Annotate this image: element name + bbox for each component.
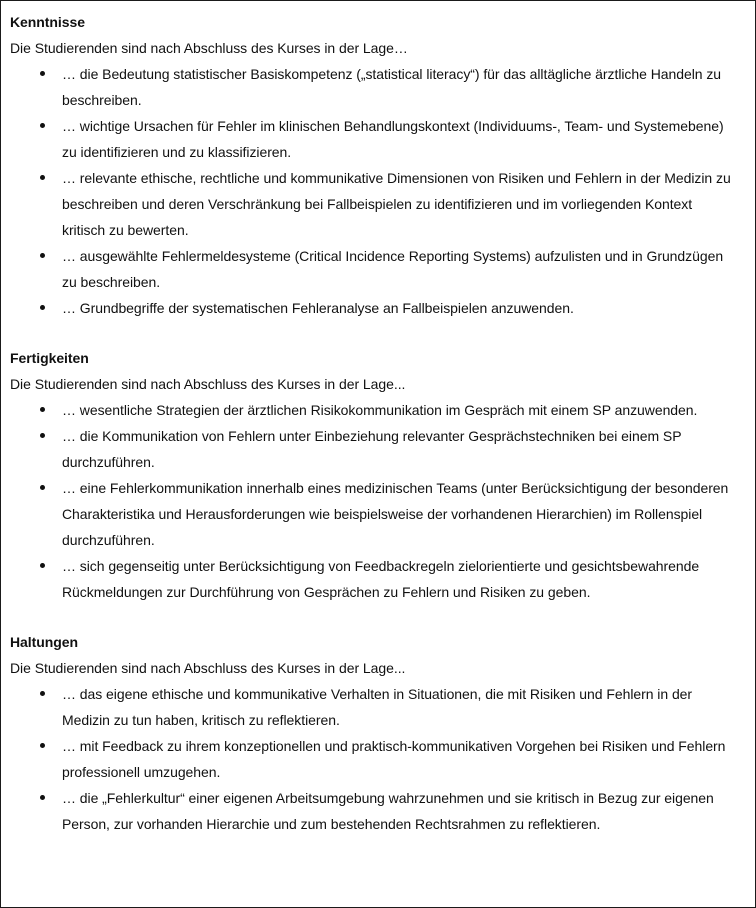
list-item (10, 113, 747, 165)
list-item-text: … die Bedeutung statistischer Basiskompetenz („statistical literacy“) für das alltägliche ärztliche Handeln zu beschreiben. (62, 66, 722, 108)
section-title: Haltungen (10, 634, 78, 650)
list-item-text: … die „Fehlerkultur“ einer eigenen Arbeitsumgebung wahrzunehmen und sie kritisch in Bezug zur eigenen Person, zur vorhanden Hierarchie und zum bestehenden Rechtsrahmen zu reflektieren. (62, 790, 714, 832)
list-item (10, 785, 747, 837)
list-item-text: … wichtige Ursachen für Fehler im klinischen Behandlungskontext (Individuums-, Team- und Systemebene) zu identifizieren und zu klassifizieren. (62, 118, 724, 160)
list-item (10, 553, 747, 605)
list-item (10, 243, 747, 295)
list-item (10, 397, 747, 423)
section-intro: Die Studierenden sind nach Abschluss des Kurses in der Lage... (10, 376, 406, 392)
list-item-text: … wesentliche Strategien der ärztlichen Risikokommunikation im Gespräch mit einem SP anzuwenden. (62, 402, 698, 418)
section-title: Fertigkeiten (10, 350, 89, 366)
section-kenntnisse (10, 9, 747, 321)
list-item-text: … die Kommunikation von Fehlern unter Einbeziehung relevanter Gesprächstechniken bei einem SP durchzuführen. (62, 428, 682, 470)
section-fertigkeiten (10, 345, 747, 605)
objective-list (10, 61, 747, 321)
list-item-text: … das eigene ethische und kommunikative Verhalten in Situationen, die mit Risiken und Fehlern in der Medizin zu tun haben, kritisch zu reflektieren. (62, 686, 693, 728)
list-item-text: … Grundbegriffe der systematischen Fehleranalyse an Fallbeispielen anzuwenden. (62, 300, 574, 316)
list-item (10, 681, 747, 733)
objective-list (10, 681, 747, 837)
list-item (10, 61, 747, 113)
list-item-text: … mit Feedback zu ihrem konzeptionellen und praktisch-kommunikativen Vorgehen bei Risiken und Fehlern professionell umzugehen. (62, 738, 726, 780)
list-item (10, 733, 747, 785)
section-haltungen (10, 629, 747, 837)
list-item-text: … sich gegenseitig unter Berücksichtigung von Feedbackregeln zielorientierte und gesichtsbewahrende Rückmeldungen zur Durchführung von Gesprächen zu Fehlern und Risiken zu geben. (62, 558, 700, 600)
list-item-text: … eine Fehlerkommunikation innerhalb eines medizinischen Teams (unter Berücksichtigung der besonderen Charakteristika und Herausforderungen wie beispielsweise der vorhandenen Hierarchien) im Rollenspiel durchzuführen. (62, 480, 729, 548)
section-intro: Die Studierenden sind nach Abschluss des Kurses in der Lage... (10, 660, 406, 676)
list-item (10, 423, 747, 475)
list-item-text: … ausgewählte Fehlermeldesysteme (Critical Incidence Reporting Systems) aufzulisten und in Grundzügen zu beschreiben. (62, 248, 724, 290)
list-item (10, 475, 747, 553)
section-title: Kenntnisse (10, 14, 85, 30)
list-item-text: … relevante ethische, rechtliche und kommunikative Dimensionen von Risiken und Fehlern in der Medizin zu beschreiben und deren Verschränkung bei Fallbeispielen zu identifizieren und im vorliegenden Kontext kritisch zu bewerten. (62, 170, 731, 238)
list-item (10, 295, 747, 321)
objective-list (10, 397, 747, 605)
section-intro: Die Studierenden sind nach Abschluss des Kurses in der Lage… (10, 40, 408, 56)
list-item (10, 165, 747, 243)
